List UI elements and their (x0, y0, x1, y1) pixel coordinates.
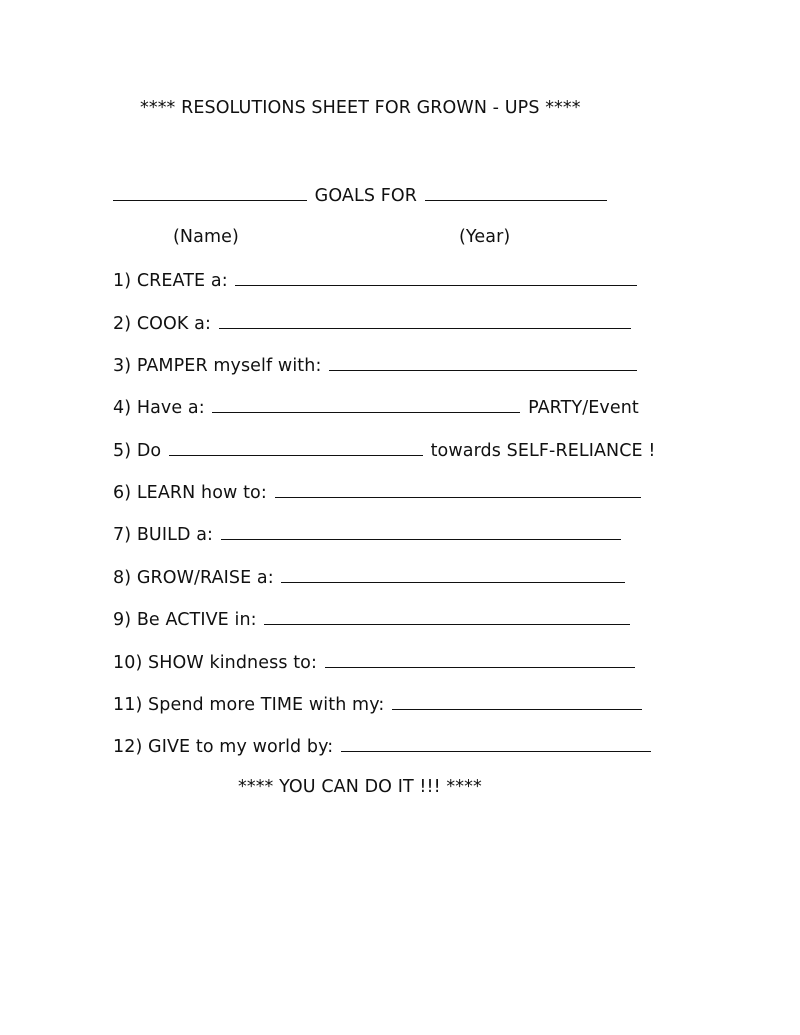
item-prefix: 3) PAMPER myself with: (113, 356, 322, 376)
resolution-item (113, 565, 627, 589)
item-blank[interactable] (275, 480, 641, 498)
resolution-item (113, 438, 655, 462)
item-suffix: PARTY/Event (528, 398, 639, 418)
item-blank[interactable] (235, 268, 637, 286)
resolution-item (113, 607, 632, 631)
resolution-item (113, 311, 633, 335)
year-caption: (Year) (459, 227, 511, 247)
item-prefix: 7) BUILD a: (113, 525, 214, 545)
item-blank[interactable] (221, 522, 621, 540)
item-prefix: 2) COOK a: (113, 314, 211, 334)
closing-line: **** YOU CAN DO IT !!! **** (238, 777, 482, 797)
item-prefix: 1) CREATE a: (113, 271, 228, 291)
item-blank[interactable] (219, 311, 631, 329)
goals-for-line (113, 183, 609, 207)
item-blank[interactable] (341, 734, 651, 752)
item-blank[interactable] (281, 565, 625, 583)
item-blank[interactable] (264, 607, 630, 625)
item-prefix: 4) Have a: (113, 398, 205, 418)
item-blank[interactable] (392, 692, 642, 710)
item-prefix: 10) SHOW kindness to: (113, 653, 317, 673)
resolution-item (113, 480, 643, 504)
resolution-item (113, 353, 639, 377)
name-blank[interactable] (113, 183, 307, 201)
item-prefix: 5) Do (113, 441, 162, 461)
resolution-item (113, 268, 639, 292)
sheet-title: **** RESOLUTIONS SHEET FOR GROWN - UPS **** (140, 98, 581, 118)
item-prefix: 8) GROW/RAISE a: (113, 568, 274, 588)
item-blank[interactable] (169, 438, 423, 456)
item-prefix: 9) Be ACTIVE in: (113, 610, 257, 630)
item-suffix: towards SELF-RELIANCE ! (430, 441, 656, 461)
item-prefix: 12) GIVE to my world by: (113, 737, 334, 757)
item-prefix: 6) LEARN how to: (113, 483, 267, 503)
item-prefix: 11) Spend more TIME with my: (113, 695, 385, 715)
year-blank[interactable] (425, 183, 607, 201)
item-blank[interactable] (212, 395, 520, 413)
resolution-item (113, 522, 623, 546)
resolution-item (113, 650, 637, 674)
goals-for-label: GOALS FOR (314, 186, 417, 206)
item-blank[interactable] (325, 650, 635, 668)
resolution-item (113, 692, 644, 716)
resolution-item (113, 734, 653, 758)
name-caption: (Name) (173, 227, 239, 247)
item-blank[interactable] (329, 353, 637, 371)
resolution-item (113, 395, 639, 419)
